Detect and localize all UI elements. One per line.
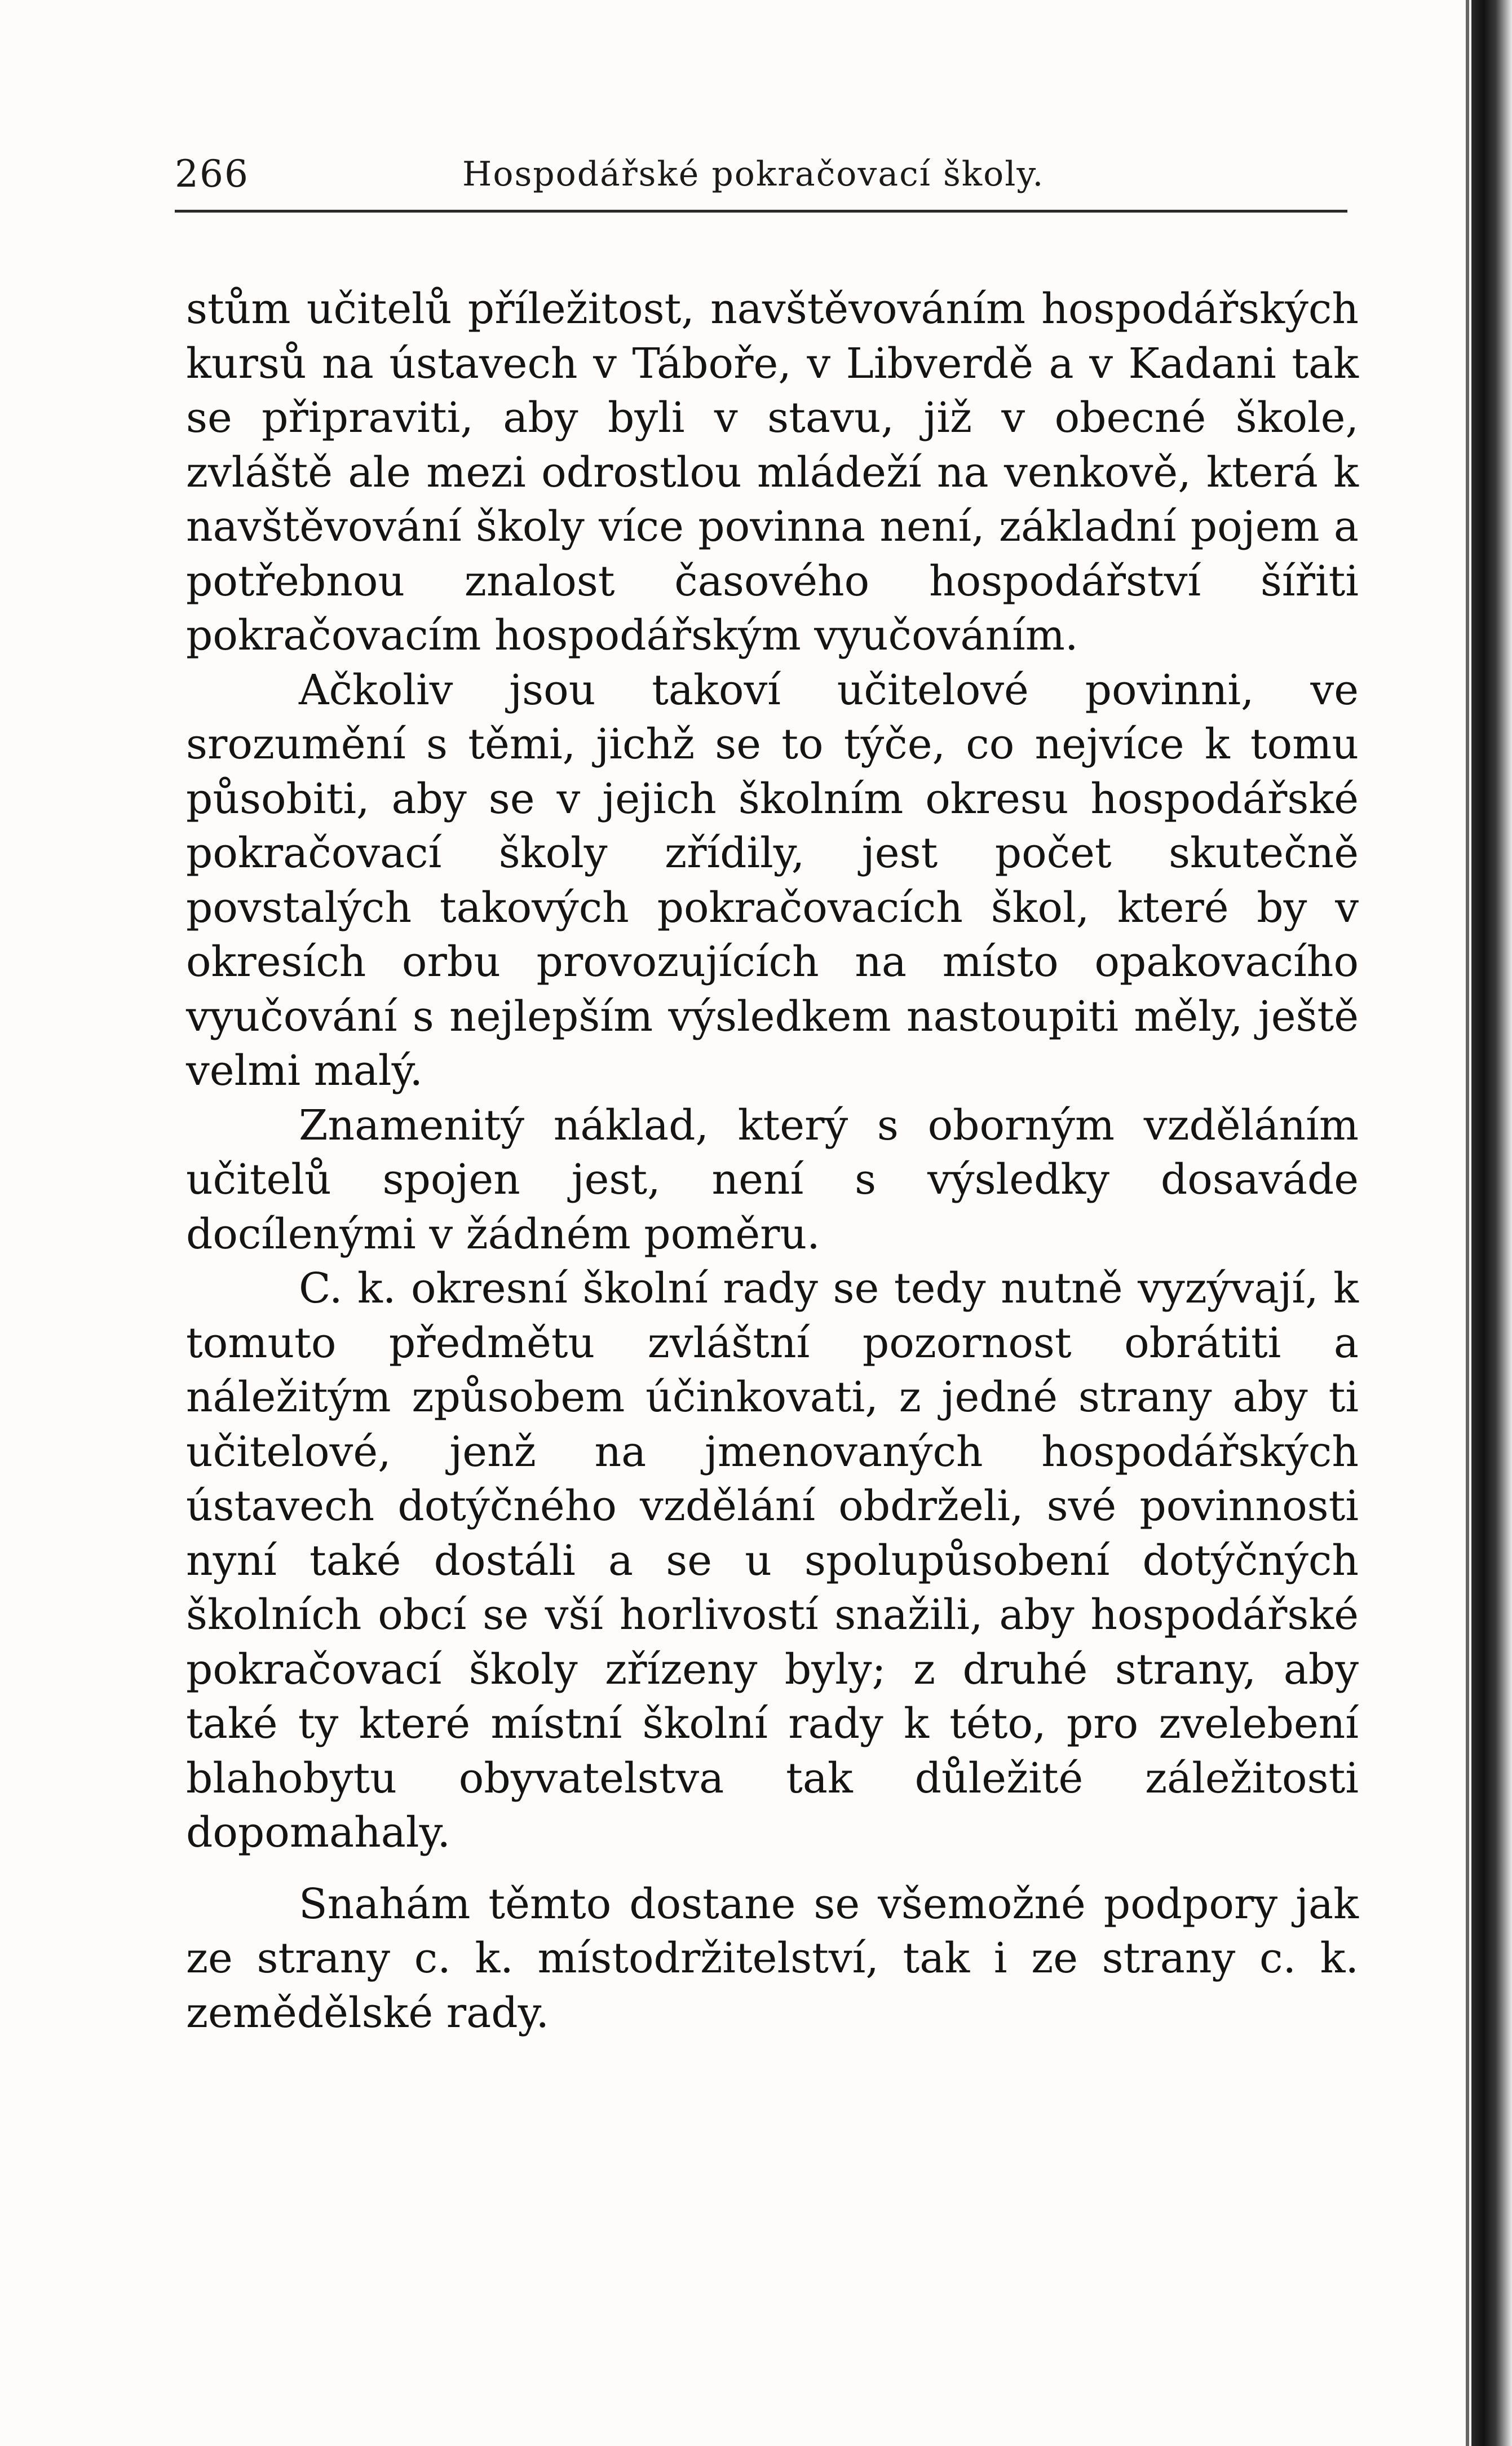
paragraph-1: stům učitelů příležitost, navštěvováním hospodářských kursů na ústavech v Táboře, v Libverdě a v Kadani tak se připraviti, aby byli v stavu, již v obecné škole, zvláště ale mezi odrostlou mládeží na venkově, která k navštěvování školy více povinna není, základní pojem a potřebnou znalost časového hospodářství šířiti pokračovacím hospodářským vyučováním. — [186, 285, 1359, 660]
running-header — [175, 152, 1347, 203]
scan-edge-line — [1466, 0, 1469, 2446]
body-text — [186, 282, 1359, 2040]
header-rule — [175, 210, 1347, 213]
running-title: Hospodářské pokračovací školy. — [462, 154, 1045, 194]
paragraph-2: Ačkoliv jsou takoví učitelové povinni, ve srozumění s těmi, jichž se to týče, co nejvíce k tomu působiti, aby se v jejich školním okresu hospodářské pokračovací školy zřídily, jest počet skutečně povstalých takových pokračovacích škol, které by v okresích orbu provozujících na místo opakovacího vyučování s nejlepším výsledkem nastoupiti měly, ještě velmi malý. — [186, 665, 1359, 1095]
paragraph-5: Snahám těmto dostane se všemožné podpory jak ze strany c. k. místodržitelství, tak i ze strany c. k. zemědělské rady. — [186, 1879, 1359, 2037]
paragraph-4: C. k. okresní školní rady se tedy nutně vyzývají, k tomuto předmětu zvláštní pozornost obrátiti a náležitým způsobem účinkovati, z jedné strany aby ti učitelové, jenž na jmenovaných hospodářských ústavech dotýčného vzdělání obdrželi, své povinnosti nyní také dostáli a se u spolupůsobení dotýčných školních obcí se vší horlivostí snažili, aby hospodářské pokračovací školy zřízeny byly; z druhé strany, aby také ty které místní školní rady k této, pro zvelebení blahobytu obyvatelstva tak důležité záležitosti dopomahaly. — [186, 1264, 1359, 1857]
scan-edge-shadow — [1471, 0, 1512, 2446]
page-number: 266 — [175, 152, 249, 196]
paragraph-3: Znamenitý náklad, který s oborným vzděláním učitelů spojen jest, není s výsledky dosaváde docílenými v žádném poměru. — [186, 1101, 1359, 1259]
